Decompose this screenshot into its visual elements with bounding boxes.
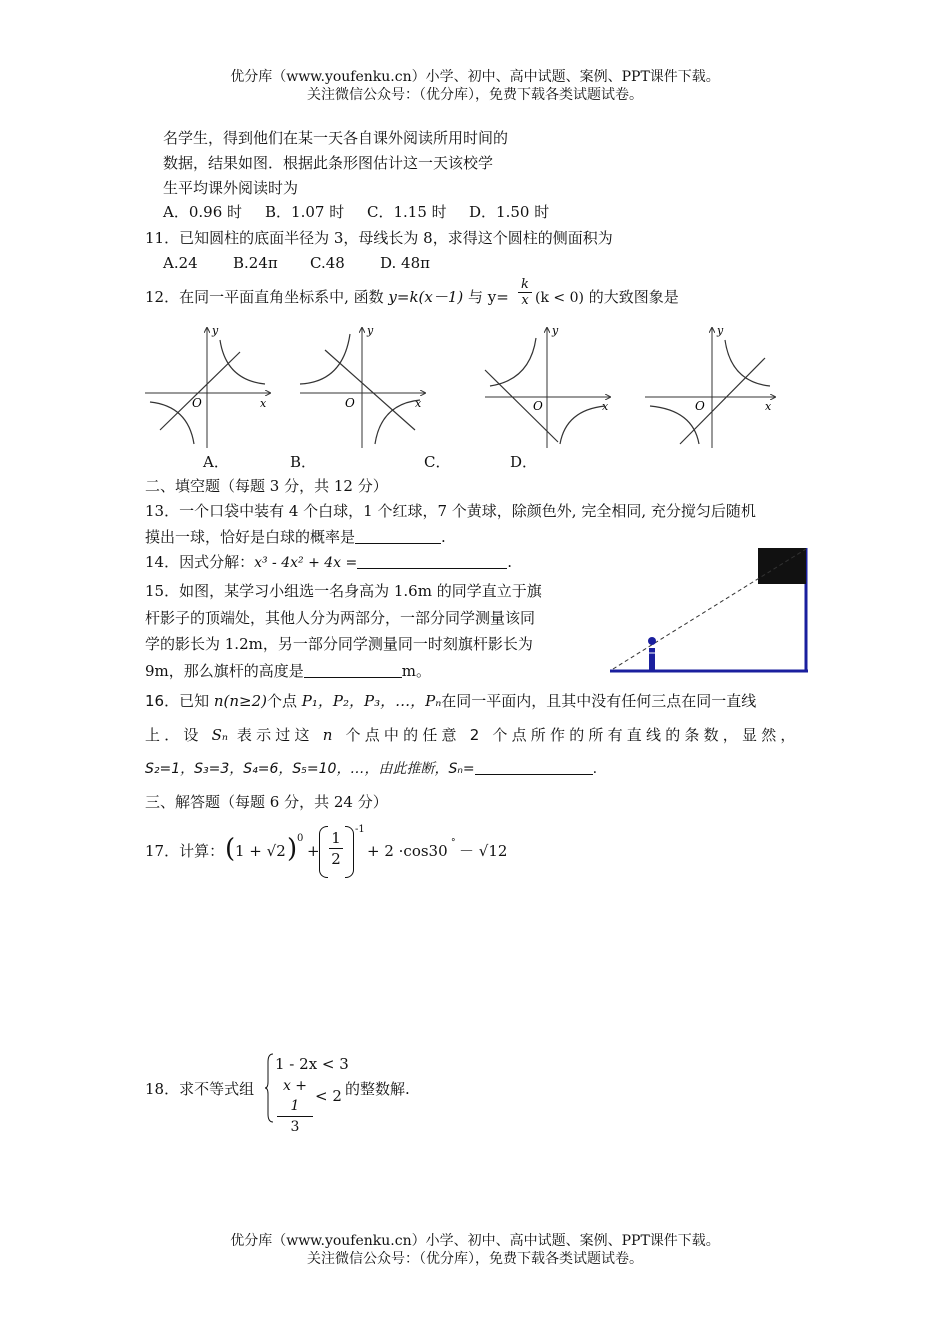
q18-system (265, 1052, 349, 1135)
q12-mid: 与 y= (463, 288, 509, 306)
q14-text (145, 552, 512, 573)
q14-answer-blank[interactable] (357, 552, 507, 569)
q12-graph-d[interactable] (645, 324, 775, 448)
q12-frac-num: k (521, 277, 529, 292)
q17-term2: + 2 ·cos30 (367, 842, 448, 860)
hyperbola-branch-2 (560, 406, 605, 444)
q15-line4 (145, 661, 431, 681)
q16-l1c: 个点 (267, 692, 302, 710)
q10-option-b[interactable]: B．1.07 时 (265, 203, 345, 221)
x-label: x (260, 397, 267, 410)
origin-label: O (533, 399, 543, 413)
x-label: x (602, 400, 609, 413)
q12-option-c[interactable]: C． (424, 453, 451, 471)
origin-label: O (192, 396, 202, 410)
q10-option-c[interactable]: C．1.15 时 (367, 203, 447, 221)
q16-n: n (322, 726, 337, 744)
q12-cond: (k < 0) (535, 290, 584, 306)
q14-expr: x³ - 4x² + 4x = (254, 555, 358, 571)
student-figure (649, 648, 655, 670)
hyperbola-branch-1 (490, 338, 536, 386)
y-label: y (367, 324, 374, 337)
q15-line1: 15．如图，某学习小组选一名身高为 1.6m 的同学直立于旗 (145, 582, 542, 600)
q18-ineq1: 1 - 2x < 3 (275, 1055, 349, 1073)
q12-suffix: 的大致图象是 (583, 288, 679, 306)
q18-suffix: 的整数解. (345, 1080, 410, 1098)
x-label: x (765, 400, 772, 413)
q16-sn: Sₙ (211, 726, 228, 744)
q16-line2 (145, 724, 800, 746)
q11-option-b[interactable]: B.24π (233, 254, 278, 272)
q10-options (163, 202, 549, 222)
q11-options (163, 253, 430, 273)
q18-ineq2-frac (277, 1076, 313, 1137)
x-label: x (415, 397, 422, 410)
q17-term1: 1 + √2 (235, 842, 286, 860)
q15-line2: 杆影子的顶端处，其他人分为两部分，一部分同学测量该同 (145, 609, 536, 627)
q13-line2-text: 摸出一球，恰好是白球的概率是 (145, 528, 356, 546)
q16-l1a: 16．已知 (145, 692, 214, 710)
q16-l2c: 个点中的任意 2 个点所作的所有直线的条数，显然， (336, 726, 800, 744)
q12-text (145, 287, 509, 307)
q17-half-den: 2 (329, 848, 343, 869)
q12-option-a[interactable]: A． (203, 453, 229, 471)
q12-graph-a[interactable] (145, 324, 270, 448)
q15-line4-text: 9m，那么旗杆的高度是 (145, 662, 304, 680)
q12-func1: y=k(x－1) (388, 288, 464, 306)
q10-line3: 生平均课外阅读时为 (163, 179, 299, 197)
q16-end: . (592, 761, 598, 777)
q10-line1: 名学生，得到他们在某一天各自课外阅读所用时间的 (163, 129, 509, 147)
q12-prefix: 12．在同一平面直角坐标系中, 函数 (145, 288, 389, 306)
q12-option-d[interactable]: D． (510, 453, 538, 471)
q15-end: m。 (401, 662, 432, 680)
line-graph (325, 350, 415, 430)
q18-ineq2-den: 3 (277, 1116, 313, 1137)
q16-l2a: 上．设 (145, 726, 212, 744)
q12-graph-c[interactable] (485, 324, 610, 448)
q12-option-b[interactable]: B． (290, 453, 317, 471)
y-label: y (717, 324, 724, 337)
q14-prefix: 14．因式分解： (145, 553, 255, 571)
origin-label: O (345, 396, 355, 410)
q16-line3 (145, 758, 597, 780)
q15-answer-blank[interactable] (304, 661, 402, 678)
hyperbola-branch-1 (725, 340, 770, 386)
hyperbola-branch-1 (220, 340, 265, 384)
q17-term3: － √12 (459, 842, 508, 860)
q16-answer-blank[interactable] (475, 758, 593, 775)
q16-l1d: 在同一平面内，且其中没有任何三点在同一直线 (441, 692, 757, 710)
page-header-line1: 优分库（www.youfenku.cn）小学、初中、高中试题、案例、PPT课件下载。 (230, 69, 720, 85)
q14-end: . (507, 553, 513, 571)
q17-prefix: 17．计算： (145, 842, 225, 860)
q18-ineq2-rel: < 2 (315, 1087, 342, 1105)
q17-exp-neg1: -1 (355, 824, 365, 835)
q11-option-d[interactable]: D. 48π (380, 254, 430, 272)
q18-brace (265, 1052, 275, 1124)
q12-fraction (518, 277, 532, 308)
page-footer-line1: 优分库（www.youfenku.cn）小学、初中、高中试题、案例、PPT课件下载。 (230, 1233, 720, 1249)
page-footer-line2: 关注微信公众号：（优分库），免费下载各类试题试卷。 (307, 1251, 643, 1267)
q16-points: P₁，P₂，P₃，…，Pₙ (301, 692, 442, 710)
q11-option-a[interactable]: A.24 (163, 254, 198, 272)
hyperbola-branch-2 (150, 402, 194, 444)
hyperbola-branch-2 (650, 406, 699, 444)
q16-l1b: n(n≥2) (213, 692, 267, 710)
y-label: y (552, 324, 559, 337)
q18-prefix: 18．求不等式组 (145, 1080, 255, 1098)
q17-exp0: 0 (297, 833, 304, 844)
q18-ineq2-num: x + 1 (282, 1078, 308, 1114)
q12-graphs (140, 320, 800, 450)
hyperbola-branch-2 (375, 400, 420, 444)
q15-flagpole-figure (608, 543, 812, 677)
q13-line1: 13．一个口袋中装有 4 个白球，1 个红球，7 个黄球，除颜色外, 完全相同, 充分搅匀后随机 (145, 502, 756, 520)
q16-l2b: 表示过这 (227, 726, 323, 744)
q12-frac-den: x (518, 292, 532, 308)
q13-answer-blank[interactable] (355, 527, 441, 544)
q13-end: . (441, 528, 446, 546)
student-head (648, 637, 656, 645)
section-3-heading: 三、解答题（每题 6 分，共 24 分） (145, 793, 388, 811)
page-header-line2: 关注微信公众号：（优分库），免费下载各类试题试卷。 (307, 87, 643, 103)
q10-option-a[interactable]: A．0.96 时 (163, 203, 242, 221)
q10-line2: 数据，结果如图．根据此条形图估计这一天该校学 (163, 154, 494, 172)
q15-line3: 学的影长为 1.2m，另一部分同学测量同一时刻旗杆影长为 (145, 635, 533, 653)
origin-label: O (695, 399, 705, 413)
q17-half-num: 1 (331, 829, 341, 847)
line-graph (680, 358, 765, 444)
section-2-heading: 二、填空题（每题 3 分，共 12 分） (145, 477, 388, 495)
q12-tail (535, 287, 679, 308)
q17-half (329, 828, 343, 869)
hyperbola-branch-1 (300, 334, 350, 384)
q10-option-d[interactable]: D．1.50 时 (469, 203, 550, 221)
q11-option-c[interactable]: C.48 (310, 254, 345, 272)
q11-text: 11．已知圆柱的底面半径为 3，母线长为 8，求得这个圆柱的侧面积为 (145, 229, 613, 247)
q16-l3: S₂=1，S₃=3，S₄=6，S₅=10，…，由此推断，Sₙ= (145, 761, 475, 777)
y-label: y (212, 324, 219, 337)
q16-line1 (145, 690, 756, 712)
q12-graph-b[interactable] (300, 324, 425, 448)
q13-line2 (145, 527, 446, 547)
